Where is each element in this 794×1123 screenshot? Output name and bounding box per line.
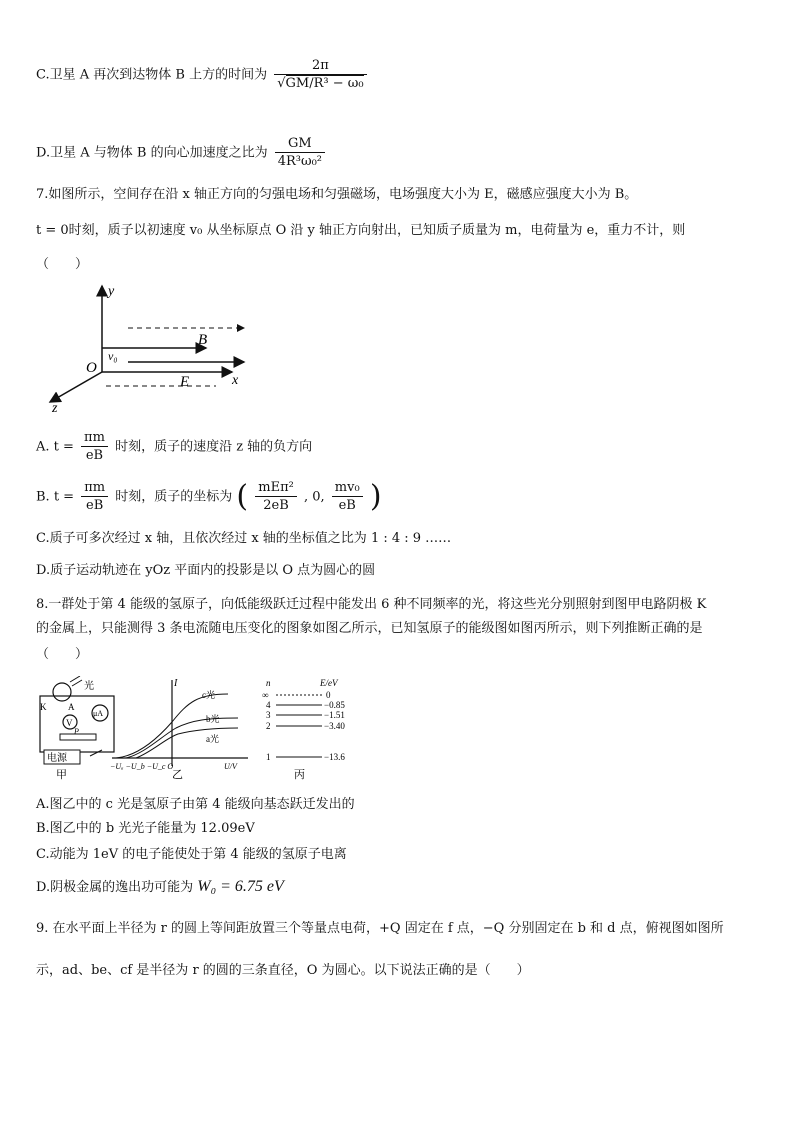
svg-text:U/V: U/V (224, 762, 237, 771)
q7-option-a[interactable]: A. t = $\frac{\pi m}{eB}$ 时刻，质子的速度沿 z 轴的负方向 (36, 430, 313, 463)
q7-y-label: y (108, 284, 115, 299)
q7-origin-label: O (86, 360, 97, 376)
svg-text:甲: 甲 (56, 769, 67, 781)
svg-text:∞: ∞ (262, 690, 269, 700)
svg-text:2: 2 (266, 721, 271, 731)
q9-line1: 9. 在水平面上半径为 r 的圆上等间距放置三个等量点电荷，+Q 固定在 f 点，−Q 分别固定在 b 和 d 点，俯视图如图所 (36, 921, 724, 936)
svg-text:−3.40: −3.40 (324, 721, 345, 731)
svg-text:1: 1 (266, 752, 271, 762)
q7-blank: （ ） (36, 257, 89, 272)
q7-z-label: z (52, 401, 58, 414)
svg-text:−13.6: −13.6 (324, 752, 345, 762)
q7-x-label: x (232, 373, 239, 388)
svg-text:a光: a光 (206, 734, 219, 744)
q7-b-label: B (198, 332, 208, 348)
q7-v0-label: v₀ (108, 349, 118, 363)
svg-text:4: 4 (266, 700, 271, 710)
q8-blank: （ ） (36, 647, 89, 662)
svg-text:n: n (266, 678, 271, 688)
q9-line2: 示，ad、be、cf 是半径为 r 的圆的三条直径，O 为圆心。以下说法正确的是（ ） (36, 963, 530, 978)
svg-text:E/eV: E/eV (320, 678, 338, 688)
q7-figure (36, 282, 256, 414)
q8-figure-yi (108, 676, 258, 782)
q7-e-label: E (180, 374, 190, 390)
svg-text:V: V (66, 718, 73, 728)
q6-option-c-fraction: $\frac{2\pi}{\text{√GM/R³ − ω₀}}$ (274, 58, 366, 92)
q8-figure-bing (258, 676, 362, 782)
q7-option-d[interactable]: D.质子运动轨迹在 yOz 平面内的投影是以 O 点为圆心的圆 (36, 563, 376, 578)
q8-option-c[interactable]: C.动能为 1eV 的电子能使处于第 4 能级的氢原子电离 (36, 847, 347, 862)
svg-text:−1.51: −1.51 (324, 710, 345, 720)
q7-option-c[interactable]: C.质子可多次经过 x 轴，且依次经过 x 轴的坐标值之比为 1 : 4 : 9 …… (36, 531, 452, 546)
svg-text:乙: 乙 (172, 769, 183, 781)
svg-text:μA: μA (93, 709, 104, 718)
q8-option-a[interactable]: A.图乙中的 c 光是氢原子由第 4 能级向基态跃迁发出的 (36, 797, 355, 812)
svg-text:丙: 丙 (294, 769, 305, 781)
svg-text:光: 光 (84, 681, 94, 692)
svg-text:P: P (74, 727, 79, 736)
svg-text:−Uₐ −U_b −U_c O: −Uₐ −U_b −U_c O (110, 762, 174, 771)
svg-text:I: I (174, 678, 178, 689)
q8-option-d[interactable]: D.阴极金属的逸出功可能为 W₀ = 6.75 eV (36, 878, 284, 895)
svg-text:b光: b光 (206, 714, 220, 724)
q7-stem-line2: t = 0时刻，质子以初速度 v₀ 从坐标原点 O 沿 y 轴正方向射出，已知质子质量为 m，电荷量为 e，重力不计，则 (36, 223, 686, 238)
svg-text:c光: c光 (202, 690, 215, 700)
q6-option-d[interactable]: D.卫星 A 与物体 B 的向心加速度之比为 $\frac{GM}{\text{4R³ω₀²}}$ (36, 136, 328, 170)
q7-stem-line1: 7.如图所示，空间存在沿 x 轴正方向的匀强电场和匀强磁场，电场强度大小为 E，磁感应强度大小为 B。 (36, 187, 638, 202)
svg-text:−0.85: −0.85 (324, 700, 345, 710)
svg-text:K: K (40, 702, 47, 712)
q6-option-d-fraction: $\frac{GM}{\text{4R³ω₀²}}$ (275, 136, 325, 170)
svg-text:3: 3 (266, 710, 271, 720)
q8-stem-line2: 的金属上，只能测得 3 条电流随电压变化的图象如图乙所示，已知氢原子的能级图如图丙所示，则下列推断正确的是 (36, 621, 703, 636)
q8-option-b[interactable]: B.图乙中的 b 光光子能量为 12.09eV (36, 821, 255, 836)
q7-z-axis (50, 372, 102, 402)
q6-option-c[interactable]: C.卫星 A 再次到达物体 B 上方的时间为 $\frac{2\pi}{\text{√GM/R³ − ω₀}}$ (36, 58, 370, 92)
q7-option-b[interactable]: B. t = $\frac{\pi m}{eB}$ 时刻，质子的坐标为 ( $\frac{\text{mEπ²}}{2eB}$ , 0, $\frac{\text{mv₀}}{eB}$ ) (36, 479, 382, 514)
q8-phototube (53, 683, 71, 701)
svg-text:电源: 电源 (47, 753, 67, 764)
svg-text:0: 0 (326, 690, 331, 700)
q8-stem-line1: 8.一群处于第 4 能级的氢原子，向低能级跃迁过程中能发出 6 种不同频率的光，将这些光分别照射到图甲电路阴极 K (36, 597, 707, 612)
svg-text:A: A (68, 702, 75, 712)
